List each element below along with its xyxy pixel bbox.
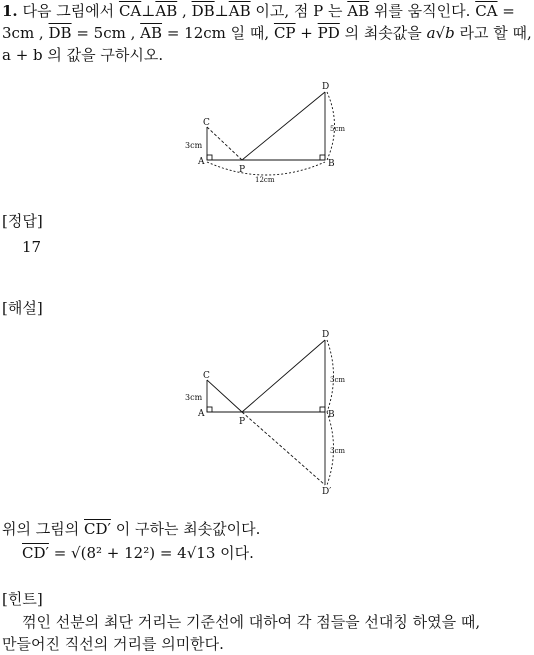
label-a: A: [198, 409, 205, 419]
label-c: C: [203, 118, 210, 128]
figure-1: [180, 80, 360, 190]
problem-text: 3cm ,: [2, 24, 44, 42]
segment-pd-line: [242, 92, 325, 160]
hint-line-2: 만들어진 직선의 거리를 의미한다.: [2, 635, 224, 653]
length-db: 3cm: [330, 376, 346, 384]
problem-line-3: [2, 44, 163, 66]
right-angle-a: [207, 407, 212, 412]
solution-heading: [해설]: [2, 299, 43, 317]
problem-text: a + b 의 값을 구하시오.: [2, 46, 164, 64]
label-p: P: [239, 417, 246, 427]
brace-ab: [207, 162, 325, 175]
label-b: B: [328, 159, 335, 169]
segment-ab: $\overline{AB}$: [155, 2, 178, 20]
length-db: 5cm: [330, 125, 346, 133]
problem-number: 1.: [2, 2, 18, 20]
hint-line-1: 꺾인 선분의 최단 거리는 기준선에 대하여 각 점들을 선대칭 하였을 때,: [22, 613, 481, 631]
right-angle-b: [320, 155, 325, 160]
label-d: D: [322, 330, 330, 340]
formula-rhs: = √(8² + 12²) = 4√13 이다.: [53, 544, 254, 562]
solution-formula: [22, 542, 254, 564]
segment-db: $\overline{DB}$: [48, 24, 72, 42]
length-ca: 3cm: [185, 141, 203, 150]
label-a: A: [198, 157, 205, 167]
label-c: C: [203, 371, 210, 381]
segment-ca: $\overline{CA}$: [475, 2, 498, 20]
segment-cp: $\overline{CP}$: [273, 24, 296, 42]
segment-db: $\overline{DB}$: [191, 2, 215, 20]
length-ca: 3cm: [185, 393, 203, 402]
problem-text: 다음 그림에서: [22, 2, 115, 20]
segment-ab: $\overline{AB}$: [228, 2, 251, 20]
answer-value: 17: [22, 238, 42, 256]
length-bdp: 3cm: [330, 447, 346, 455]
segment-pdp-line: [242, 412, 325, 485]
problem-text: = 5cm ,: [76, 24, 136, 42]
label-d-prime: D′: [322, 487, 332, 497]
equals: =: [502, 2, 515, 20]
problem-text: 이고, 점 P 는: [255, 2, 343, 20]
problem-line-2: [2, 22, 532, 44]
label-b: B: [328, 410, 335, 420]
segment-ab: $\overline{AB}$: [347, 2, 370, 20]
solution-text: 위의 그림의: [2, 520, 80, 538]
label-p: P: [239, 165, 246, 175]
right-angle-b: [320, 407, 325, 412]
problem-text: 의 최솟값을: [344, 24, 422, 42]
solution-text: 이 구하는 최솟값이다.: [115, 520, 261, 538]
figure-2: [180, 330, 360, 500]
segment-pd-line: [242, 340, 325, 412]
problem-line-1: [2, 0, 515, 22]
solution-line-1: [2, 518, 260, 540]
comma: ,: [177, 2, 187, 20]
expression-a-sqrt-b: a√b: [426, 24, 455, 42]
problem-text: 위를 움직인다.: [373, 2, 471, 20]
right-angle-a: [207, 155, 212, 160]
hint-heading: [힌트]: [2, 590, 43, 608]
perp-symbol: ⊥: [214, 2, 229, 20]
plus: +: [300, 24, 313, 42]
problem-text: 라고 할 때,: [459, 24, 532, 42]
segment-pd: $\overline{PD}$: [317, 24, 340, 42]
segment-ca: $\overline{CA}$: [118, 2, 142, 20]
segment-ab: $\overline{AB}$: [140, 24, 163, 42]
problem-text: = 12cm 일 때,: [166, 24, 270, 42]
formula-lhs: CD′: [22, 544, 49, 562]
perp-symbol: ⊥: [141, 2, 156, 20]
answer-heading: [정답]: [2, 212, 43, 230]
length-ab: 12cm: [255, 176, 275, 184]
segment-cd-prime: CD′: [84, 520, 111, 538]
label-d: D: [322, 82, 330, 92]
